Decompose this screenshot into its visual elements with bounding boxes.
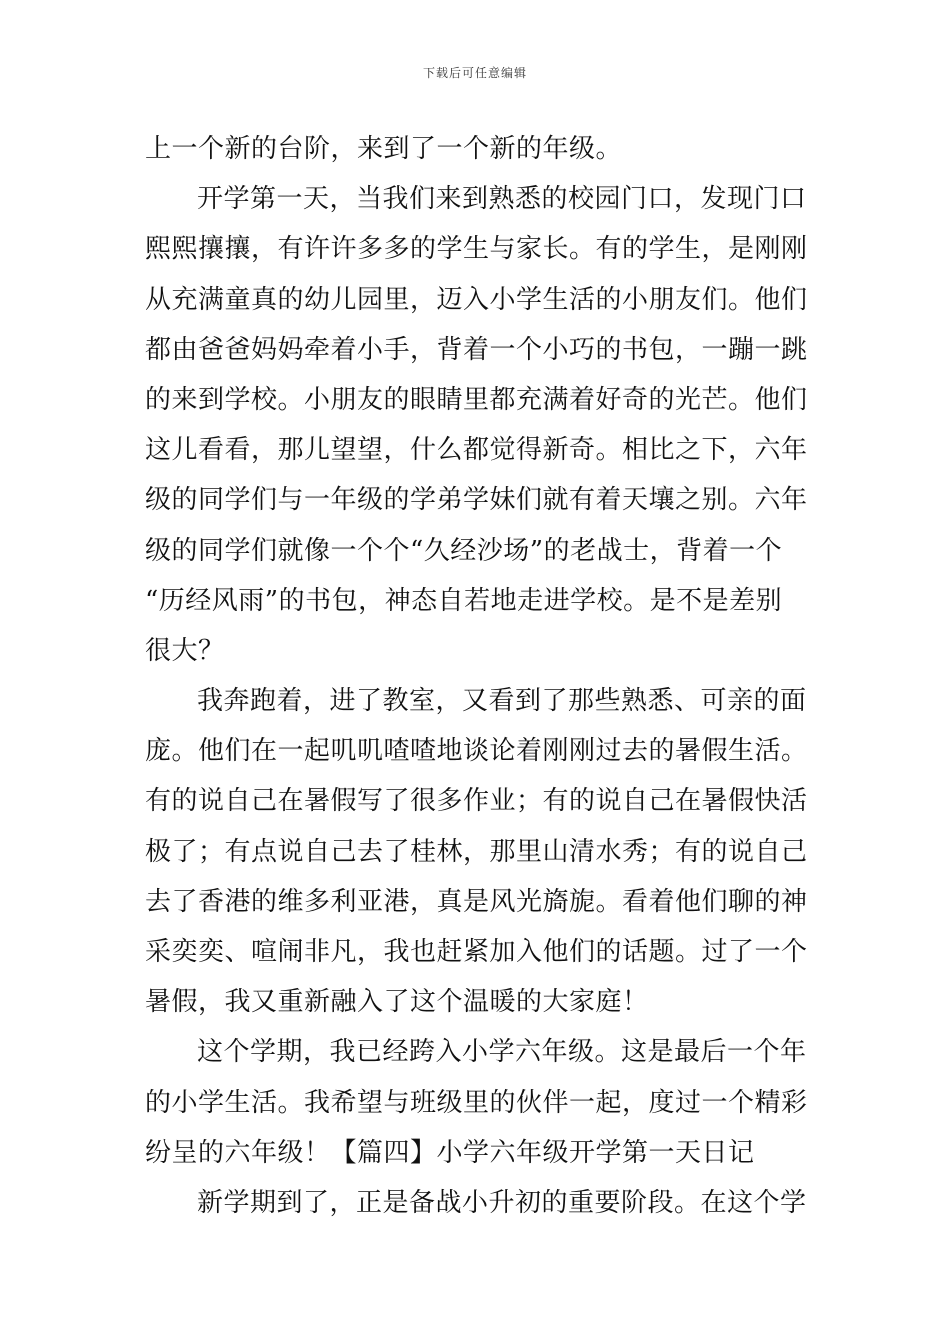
text-line: 级的同学们与一年级的学弟学妹们就有着天壤之别。六年 [145, 485, 808, 516]
text-line: “历经风雨”的书包，神态自若地走进学校。是不是差别 [145, 585, 783, 616]
text-line: 的小学生活。我希望与班级里的伙伴一起，度过一个精彩 [145, 1087, 808, 1118]
document-body [145, 124, 810, 1228]
text-line: 这儿看看，那儿望望，什么都觉得新奇。相比之下，六年 [145, 435, 808, 466]
text-line: 纷呈的六年级！【篇四】小学六年级开学第一天日记 [145, 1137, 755, 1168]
text-line: 熙熙攘攘，有许许多多的学生与家长。有的学生，是刚刚 [145, 234, 808, 265]
text-line: 很大？ [145, 635, 225, 666]
paragraph-start-line: 我奔跑着，进了教室，又看到了那些熟悉、可亲的面 [197, 686, 807, 717]
text-line: 的来到学校。小朋友的眼睛里都充满着好奇的光芒。他们 [145, 384, 808, 415]
text-line: 暑假，我又重新融入了这个温暖的大家庭！ [145, 987, 649, 1018]
text-line: 级的同学们就像一个个“久经沙场”的老战士，背着一个 [145, 535, 783, 566]
paragraph-start-line: 开学第一天，当我们来到熟悉的校园门口，发现门口 [197, 184, 807, 215]
text-line: 都由爸爸妈妈牵着小手，背着一个小巧的书包，一蹦一跳 [145, 334, 808, 365]
text-line: 上一个新的台阶，来到了一个新的年级。 [145, 134, 623, 164]
text-line: 有的说自己在暑假写了很多作业；有的说自己在暑假快活 [145, 786, 808, 817]
paragraph-start-line: 新学期到了，正是备战小升初的重要阶段。在这个学 [197, 1187, 807, 1218]
paragraph-start-line: 这个学期，我已经跨入小学六年级。这是最后一个年 [197, 1037, 807, 1068]
text-line: 采奕奕、喧闹非凡，我也赶紧加入他们的话题。过了一个 [145, 937, 808, 967]
page-header: 下载后可任意编辑 [422, 66, 527, 80]
text-line: 从充满童真的幼儿园里，迈入小学生活的小朋友们。他们 [145, 284, 808, 315]
text-line: 去了香港的维多利亚港，真是风光旖旎。看着他们聊的神 [145, 886, 808, 917]
text-line: 极了；有点说自己去了桂林，那里山清水秀；有的说自己 [145, 836, 808, 867]
text-line: 庞。他们在一起叽叽喳喳地谈论着刚刚过去的暑假生活。 [145, 736, 808, 767]
